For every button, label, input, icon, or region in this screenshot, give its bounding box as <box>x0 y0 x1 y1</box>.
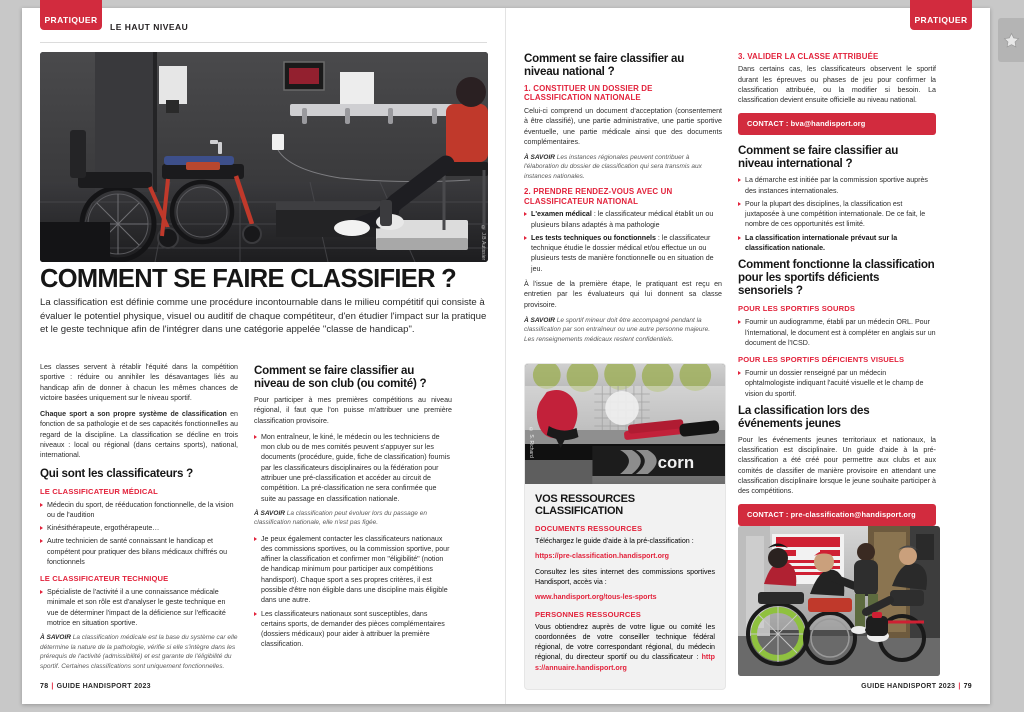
col1-note <box>40 633 238 671</box>
list-item: Je peux également contacter les classificateurs nationaux des commissions sportives, ou la commission sportive, pour affiner la classification et confirmer mon "éligibilité" (notion de handicap minimum pour participer aux compétitions handisport). Chaque sport a ses propres critères, il est possible d'être non éligible dans une discipline mais éligible dans une autre. <box>254 534 452 606</box>
col4-youth-heading: La classification lors des événements jeunes <box>738 403 870 430</box>
resources-link-2-wrap <box>535 592 715 602</box>
savoir-label: À SAVOIR <box>524 154 555 162</box>
footer-title-right: GUIDE HANDISPORT 2023 <box>861 683 956 690</box>
page-right <box>506 8 990 704</box>
col3-step1-text: Celui-ci comprend un document d'acceptation (consentement à être classifié), une partie administrative, une partie sportive éventuelle, une partie médicale ainsi que des documents complémentaires. <box>524 106 722 146</box>
savoir-text: Le sportif mineur doit être accompagné pendant la classification par son entraîneur ou une autre personne majeure. Les renseignements médicaux restent confidentiels. <box>524 316 711 343</box>
col3-step2-list <box>524 209 722 274</box>
column-one <box>40 362 238 677</box>
col2-heading: Comment se faire classifier au niveau de son club (ou comité) ? <box>254 364 427 390</box>
col4-deaf-list <box>738 317 936 348</box>
footer-right <box>861 683 972 690</box>
resources-paragraph-2: Consultez les sites internet des commissions sportives Handisport, accès via : <box>535 567 715 587</box>
col4-sensory-heading: Comment fonctionne la classification pour les sportifs déficients sensoriels ? <box>738 258 935 298</box>
resources-content <box>525 484 725 689</box>
list-item-bold: Les tests techniques ou fonctionnels <box>531 233 656 242</box>
col3-step2-after: À l'issue de la première étape, le pratiquant est reçu en entretien par les évaluateurs qui lui donnent sa classe provisoire. <box>524 279 722 309</box>
col3-step1-title: 1. CONSTITUER UN DOSSIER DE CLASSIFICATION NATIONALE <box>524 83 653 103</box>
list-item: Autre technicien de santé connaissant le handicap et compétent pour pratiquer des bilans médicaux chiffrés ou fonctionnels <box>40 536 238 567</box>
col4-visual-list <box>738 368 936 399</box>
footer-separator: | <box>958 683 961 690</box>
col1-paragraph-2 <box>40 409 238 460</box>
list-item-text: : le classificateur technique étudie le dossier médical et/ou effectue un ou plusieurs tests de manière fonctionnelle ou en situation de jeu. <box>531 233 714 273</box>
savoir-text: Les instances régionales peuvent contribuer à l'élaboration du dossier de classification qui sera transmis aux instances nationales. <box>524 154 702 180</box>
column-two <box>254 362 452 655</box>
list-item: Spécialiste de l'activité il a une connaissance médicale minimale et son rôle est d'analyser le geste technique en vue de déterminer l'impact de la déficience sur l'efficacité motrice en situation sportive. <box>40 587 238 628</box>
list-item: La démarche est initiée par la commission sportive auprès des instances internationales. <box>738 175 936 196</box>
col1-p2-rest: en fonction de sa pathologie et de ses capacités fonctionnelles au regard de la discipline. La classification se décline en trois niveaux : local ou régional (dans certains sports), national, international. <box>40 410 238 460</box>
col1-list-medical <box>40 500 238 568</box>
col4-intl-list <box>738 175 936 253</box>
section-label: LE HAUT NIVEAU <box>110 22 189 32</box>
col2-list-two <box>254 534 452 650</box>
list-item <box>524 233 722 274</box>
list-item: La classification internationale prévaut sur la classification nationale. <box>738 233 936 254</box>
annuaire-link[interactable]: https://annuaire.handisport.org <box>535 653 715 672</box>
pre-classification-link[interactable]: https://pre-classification.handisport.org <box>535 552 670 561</box>
col4-step3-text: Dans certains cas, les classificateurs observent le sportif durant les épreuves ou phases de jeu pour confirmer la classification attribuée, ou la modifier si besoin. La classification devient ensuite officielle au niveau national. <box>738 65 936 105</box>
savoir-label: À SAVOIR <box>40 634 71 642</box>
bookmark-widget[interactable] <box>998 18 1024 62</box>
wheelchair-athletes-illustration <box>738 526 940 676</box>
col1-p2-bold: Chaque sport a son propre système de classification <box>40 410 227 419</box>
resources-sub-documents: DOCUMENTS RESSOURCES <box>535 524 643 534</box>
resources-box <box>524 363 726 690</box>
list-item <box>524 209 722 230</box>
savoir-text: La classification médicale est la base du système car elle détermine la nature de la pathologie, vérifie si elle s'intègre dans les prérequis de l'activité (admissibilité) et est garante de l'éligibilité du sportif. Certaines classifications sont uniquement fonctionnelles. <box>40 634 238 670</box>
page-left <box>22 8 506 704</box>
footer-separator: | <box>51 683 54 690</box>
page-number-right: 79 <box>963 683 972 690</box>
col1-sub1: LE CLASSIFICATEUR MÉDICAL <box>40 486 158 496</box>
list-item: Pour la plupart des disciplines, la classification est juxtaposée à une compétition internationale. De ce fait, le nombre de ces opportunités est limité. <box>738 199 936 230</box>
col1-sub2: LE CLASSIFICATEUR TECHNIQUE <box>40 574 169 584</box>
table-tennis-illustration <box>525 364 725 484</box>
col3-note-1 <box>524 153 722 181</box>
ribbon-tag-right: PRATIQUER <box>910 0 972 30</box>
col2-list-one <box>254 432 452 504</box>
photo-credit: © S. Richard <box>528 427 534 458</box>
col4-deaf-title: POUR LES SPORTIFS SOURDS <box>738 304 856 314</box>
col4-intl-heading: Comment se faire classifier au niveau international ? <box>738 144 899 171</box>
table-tennis-photo <box>525 364 725 484</box>
col3-step2-title: 2. PRENDRE RENDEZ-VOUS AVEC UN CLASSIFICATEUR NATIONAL <box>524 187 673 206</box>
resources-link-1-wrap <box>535 551 715 561</box>
footer-title-left: GUIDE HANDISPORT 2023 <box>56 683 151 690</box>
tous-les-sports-link[interactable]: www.handisport.org/tous-les-sports <box>535 593 657 602</box>
star-icon <box>1003 32 1020 49</box>
locker-room-illustration <box>40 52 488 262</box>
page-title: COMMENT SE FAIRE CLASSIFIER ? <box>40 265 457 293</box>
ribbon-tag-left: PRATIQUER <box>40 0 102 30</box>
col1-heading: Qui sont les classificateurs ? <box>40 466 193 480</box>
col4-visual-title: POUR LES SPORTIFS DÉFICIENTS VISUELS <box>738 355 905 365</box>
list-item: Fournir un dossier renseigné par un médecin ophtalmologiste indiquant l'acuité visuelle et le champ de vision du sportif. <box>738 368 936 399</box>
col3-note-2 <box>524 316 722 344</box>
list-item-bold: L'examen médical <box>531 210 592 219</box>
resources-sub-people: PERSONNES RESSOURCES <box>535 609 641 619</box>
col3-heading: Comment se faire classifier au niveau national ? <box>524 52 685 78</box>
intro-paragraph: La classification est définie comme une procédure incontournable dans le milieu compétitif qui consiste à évaluer le potentiel physique, visuel ou auditif de chaque compétiteur, d'en étudier l'impact sur la pratique et le geste technique afin de l'intégrer dans une catégorie appelée "classe de handicap". <box>40 297 487 336</box>
col1-list-technical <box>40 587 238 628</box>
svg-text:corn: corn <box>657 452 695 473</box>
list-item: Les classificateurs nationaux sont susceptibles, dans certains sports, de demander des pièces complémentaires (dossiers médicaux) pour aider à attribuer la première classification. <box>254 609 452 650</box>
hero-photo-locker-room <box>40 52 488 262</box>
col4-step3-title: 3. VALIDER LA CLASSE ATTRIBUÉE <box>738 52 879 61</box>
resources-paragraph-1: Téléchargez le guide d'aide à la pré-classification : <box>535 537 694 546</box>
list-item: Médecin du sport, de rééducation fonctionnelle, de la vision ou de l'audition <box>40 500 238 521</box>
magazine-spread <box>22 8 990 704</box>
header-divider <box>40 42 487 43</box>
photo-credit: © J.B.Autissier <box>480 224 486 260</box>
col2-note <box>254 509 452 528</box>
savoir-label: À SAVOIR <box>254 509 285 517</box>
list-item: Kinésithérapeute, ergothérapeute… <box>40 523 238 533</box>
savoir-text: La classification peut évoluer lors du passage en classification nationale, elle n'est pas figée. <box>254 509 427 527</box>
col1-paragraph-1: Les classes servent à rétablir l'équité dans la compétition sportive : réduire ou annihiler les désavantages liés au handicap afin de donner à chacun les mêmes chances de victoire basées uniquement sur le niveau sportif. <box>40 363 238 402</box>
savoir-label: À SAVOIR <box>524 316 555 324</box>
contact-pre-classification[interactable]: CONTACT : pre-classification@handisport.org <box>738 504 936 527</box>
athletes-group-photo <box>738 526 940 676</box>
list-item: Fournir un audiogramme, établi par un médecin ORL. Pour l'international, le document est à compléter en anglais sur un document de l'ICSD. <box>738 317 936 348</box>
column-three <box>524 52 722 350</box>
list-item: Mon entraîneur, le kiné, le médecin ou les techniciens de mon club ou de mes comités peuvent s'appuyer sur les documents (procédure, guide, fiche de classification) fournis par les classificateurs disciplinaires ou la fédération pour attribuer une pré-classification et accéder au circuit de compétition. La pré-classification ne sera confirmée que suite au passage en classification nationale. <box>254 432 452 504</box>
list-item-text: : le classificateur médical établit un ou plusieurs bilans adaptés à ma pathologie <box>531 210 714 229</box>
page-number-left: 78 <box>40 683 49 690</box>
col2-paragraph-1: Pour participer à mes premières compétitions au niveau régional, il faut que l'on puisse m'attribuer une première classification provisoire. <box>254 395 452 425</box>
col4-youth-text: Pour les événements jeunes territoriaux et nationaux, la classification est disciplinaire. Un guide d'aide à la pré-classification a été créé pour permettre aux clubs et aux comités de classifier de manière provisoire en attendant une classification disciplinaire lorsque le jeune souhaite participer à des compétitions. <box>738 435 936 496</box>
column-four <box>738 52 936 535</box>
contact-bva[interactable]: CONTACT : bva@handisport.org <box>738 113 936 136</box>
resources-p3-text: Vous obtiendrez auprès de votre ligue ou comité les coordonnées de votre conseiller technique fédéral régional, de votre correspondant régional, du médecin régional, du directeur sportif ou du classificateur : <box>535 622 715 662</box>
resources-paragraph-3 <box>535 622 715 673</box>
resources-title: VOS RESSOURCES CLASSIFICATION <box>535 493 635 518</box>
footer-left <box>40 683 151 690</box>
